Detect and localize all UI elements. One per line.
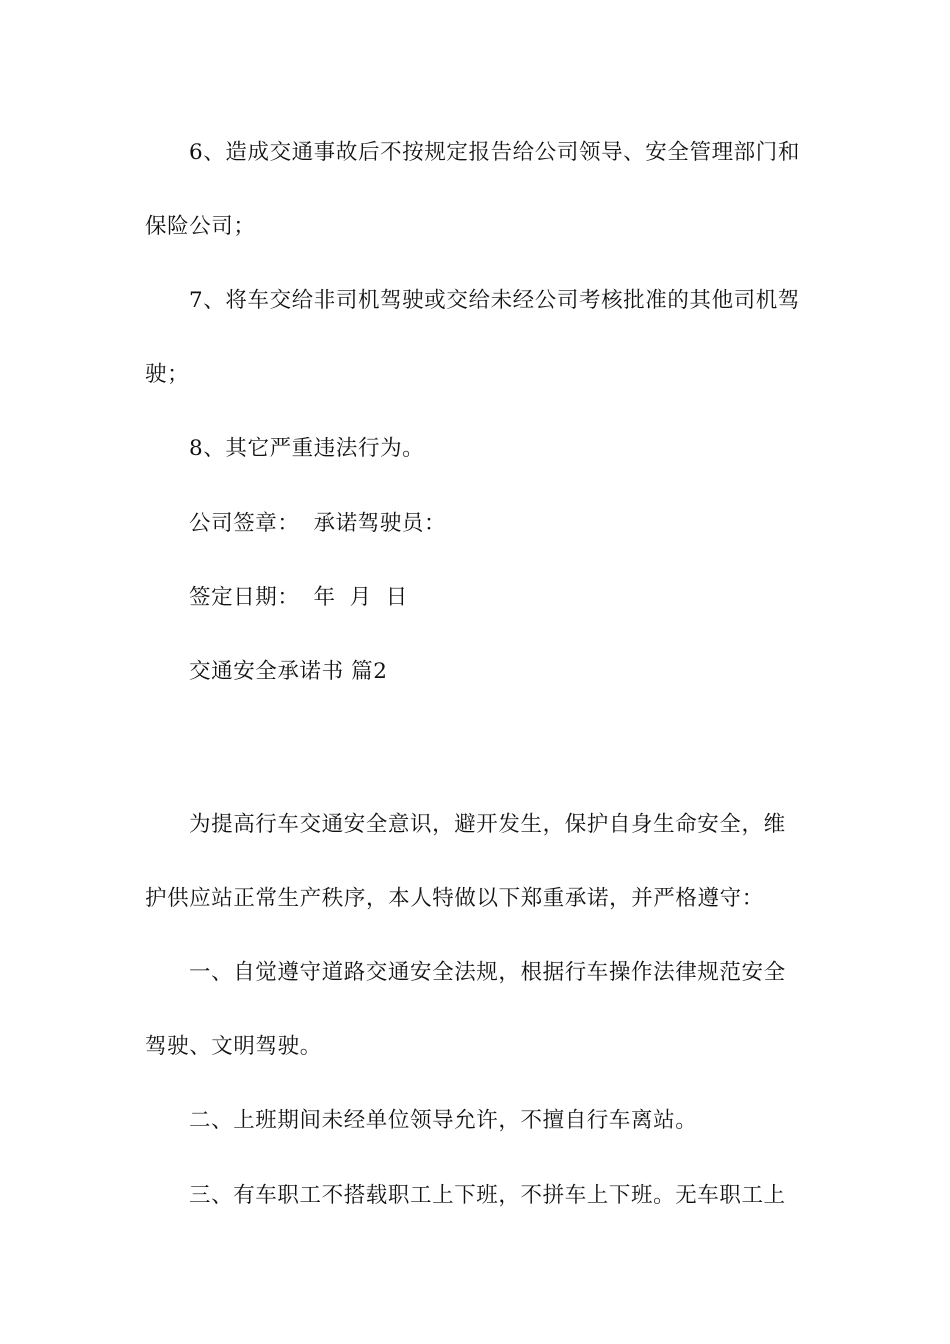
paragraph-line: 保险公司； (145, 214, 256, 239)
date-day: 日 (385, 585, 408, 610)
date-line (189, 583, 810, 613)
paragraph-line: 为提高行车交通安全意识，避开发生，保护自身生命安全，维 (189, 812, 786, 837)
paragraph-line: 驾驶、文明驾驶。 (145, 1034, 322, 1059)
paragraph-line: 7、将车交给非司机驾驶或交给未经公司考核批准的其他司机驾 (189, 288, 800, 313)
paragraph-line: 驶； (145, 362, 190, 387)
paragraph-line: 三、有车职工不搭载职工上下班，不拼车上下班。无车职工上 (189, 1183, 786, 1208)
paragraph-line: 护供应站正常生产秩序，本人特做以下郑重承诺，并严格遵守： (145, 886, 764, 911)
date-year: 年 (313, 585, 336, 610)
date-month: 月 (349, 585, 372, 610)
paragraph-line: 8、其它严重违法行为。 (189, 436, 425, 461)
date-label: 签定日期： (189, 585, 300, 610)
company-seal-label: 公司签章： (189, 511, 300, 536)
driver-label: 承诺驾驶员： (313, 511, 447, 536)
signature-line (189, 509, 810, 539)
section-title: 交通安全承诺书 篇2 (189, 659, 388, 684)
paragraph-line: 二、上班期间未经单位领导允许，不擅自行车离站。 (189, 1108, 698, 1133)
paragraph-line: 一、自觉遵守道路交通安全法规，根据行车操作法律规范安全 (189, 960, 786, 985)
paragraph-line: 6、造成交通事故后不按规定报告给公司领导、安全管理部门和 (189, 140, 800, 165)
